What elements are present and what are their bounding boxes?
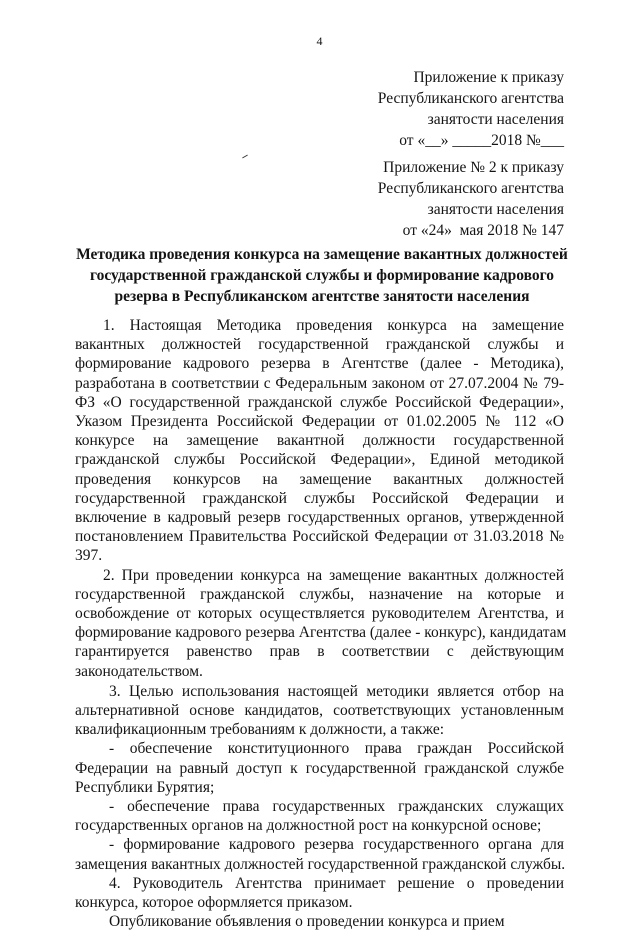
title-line: резерва в Республиканском агентстве занятости населения	[114, 288, 530, 305]
paragraph-line: формирование кадрового резерва в Агентстве (далее - Методика),	[75, 355, 564, 373]
appendix-2-line: Республиканского агентства	[377, 180, 564, 197]
paragraph-line: конкурсе на замещение вакантной должности государственной	[75, 432, 564, 450]
stray-pen-mark	[242, 155, 248, 159]
paragraph-line: 1. Настоящая Методика проведения конкурса на замещение	[103, 317, 564, 334]
paragraph-line: проведения конкурсов на замещение вакантных должностей	[75, 470, 564, 488]
paragraph-line: государственных органов на должностной рост на конкурсной основе;	[75, 817, 542, 835]
title-line: Методика проведения конкурса на замещение вакантных должностей	[76, 246, 568, 263]
appendix-1-line: занятости населения	[427, 111, 564, 128]
paragraph-line: 2. При проведении конкурса на замещение вакантных должностей	[103, 566, 564, 584]
paragraph-line: гарантируется равенство прав в соответствии с действующим	[75, 643, 564, 661]
appendix-2-line: от «24» мая 2018 № 147	[402, 222, 564, 239]
paragraph-line: 397.	[75, 547, 103, 565]
paragraph-line: Указом Президента Российской Федерации от 01.02.2005 № 112 «О	[75, 413, 564, 431]
appendix-2-line: занятости населения	[427, 201, 564, 218]
paragraph-line: включение в кадровый резерв государственных органов, утвержденной	[75, 509, 564, 527]
appendix-1-line: от «__» _____2018 №___	[399, 132, 564, 149]
paragraph-line: Опубликование объявления о проведении конкурса и прием	[109, 913, 505, 931]
paragraph-line: 4. Руководитель Агентства принимает решение о проведении	[109, 874, 564, 892]
paragraph-line: государственной гражданской службы, назначение на которые и	[75, 585, 564, 603]
paragraph-line: разработана в соответствии с Федеральным законом от 27.07.2004 № 79-	[75, 374, 564, 392]
paragraph-line: Федерации на равный доступ к государственной гражданской службе	[75, 759, 564, 777]
paragraph-line: формирование кадрового резерва Агентства (далее - конкурс), кандидатам	[75, 624, 567, 642]
document-title	[70, 244, 574, 307]
paragraph-4	[75, 739, 564, 797]
paragraph-line: - обеспечение конституционного права граждан Российской	[109, 740, 564, 758]
paragraph-1	[75, 316, 564, 566]
paragraph-8	[75, 912, 564, 931]
appendix-1-line: Приложение к приказу	[413, 69, 564, 86]
paragraph-line: - формирование кадрового резерва государственного органа для	[109, 836, 564, 854]
paragraph-line: 3. Целью использования настоящей методики является отбор на	[109, 682, 564, 700]
appendix-2-line: Приложение № 2 к приказу	[383, 159, 564, 176]
paragraph-line: Республики Бурятия;	[75, 778, 215, 796]
appendix-1-header	[378, 67, 564, 151]
paragraph-line: квалификационным требованиям к должности, а также:	[75, 721, 445, 739]
paragraph-line: замещения вакантных должностей государственной гражданской службы.	[75, 855, 566, 873]
paragraph-line: вакантных должностей государственной гражданской службы и	[75, 336, 564, 354]
document-body	[75, 316, 567, 932]
paragraph-line: государственной гражданской службы Российской Федерации и	[75, 489, 564, 507]
paragraph-line: ФЗ «О государственной гражданской службе Российской Федерации»,	[75, 393, 564, 411]
paragraph-line: - обеспечение права государственных гражданских служащих	[109, 798, 564, 816]
paragraph-2	[75, 566, 567, 681]
paragraph-line: гражданской службы Российской Федерации», Единой методикой	[75, 451, 564, 469]
page-number: 4	[316, 34, 323, 48]
appendix-2-header	[378, 157, 564, 241]
paragraph-line: альтернативной основе кандидатов, соответствующих установленным	[75, 702, 564, 720]
paragraph-line: конкурса, которое оформляется приказом.	[75, 894, 353, 912]
paragraph-line: законодательством.	[75, 662, 203, 680]
appendix-1-line: Республиканского агентства	[377, 90, 564, 107]
paragraph-line: постановлением Правительства Российской Федерации от 31.03.2018 №	[75, 528, 564, 546]
paragraph-7	[75, 874, 564, 912]
paragraph-3	[75, 682, 564, 740]
title-line: государственной гражданской службы и формирование кадрового	[89, 267, 554, 284]
paragraph-5	[75, 797, 564, 835]
paragraph-6	[75, 835, 564, 873]
paragraph-line: освобождение от которых осуществляется руководителем Агентства, и	[75, 605, 564, 623]
